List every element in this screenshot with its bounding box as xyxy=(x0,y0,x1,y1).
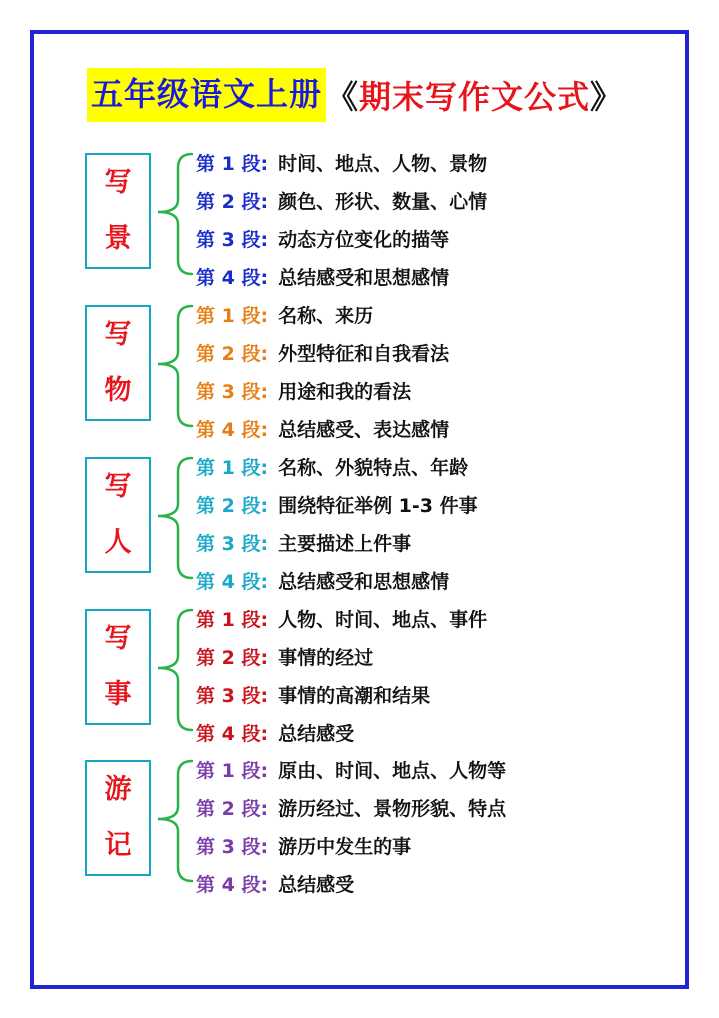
paragraph-content: 时间、地点、人物、景物 xyxy=(278,152,488,175)
paragraph-content: 颜色、形状、数量、心情 xyxy=(278,190,488,213)
section-0 xyxy=(0,150,719,302)
brace-icon xyxy=(150,302,196,432)
brace-path xyxy=(158,154,192,274)
list-item xyxy=(196,868,354,898)
paragraph-number: 第 4 段: xyxy=(196,722,269,745)
title-close-bracket: 》 xyxy=(590,78,624,116)
paragraph-content: 游历经过、景物形貌、特点 xyxy=(278,797,507,820)
title-red-text: 期末写作文公式 xyxy=(359,78,591,116)
section-label-box xyxy=(85,153,151,269)
list-item xyxy=(196,261,449,291)
section-2 xyxy=(0,454,719,606)
section-label-char: 写 xyxy=(104,319,132,350)
section-label-box xyxy=(85,760,151,876)
paragraph-content: 外型特征和自我看法 xyxy=(278,342,450,365)
list-item xyxy=(196,451,468,481)
section-label-box xyxy=(85,609,151,725)
section-label-char: 物 xyxy=(104,375,132,406)
list-item xyxy=(196,375,411,405)
section-label-char: 景 xyxy=(104,223,132,254)
paragraph-content: 动态方位变化的描等 xyxy=(278,228,450,251)
list-item xyxy=(196,641,373,671)
section-label-box xyxy=(85,457,151,573)
paragraph-number: 第 2 段: xyxy=(196,797,269,820)
paragraph-number: 第 4 段: xyxy=(196,873,269,896)
paragraph-number: 第 3 段: xyxy=(196,684,269,707)
paragraph-content: 总结感受、表达感情 xyxy=(278,418,450,441)
list-item xyxy=(196,413,449,443)
brace-icon xyxy=(150,454,196,584)
paragraph-number: 第 3 段: xyxy=(196,380,269,403)
title-highlight: 五年级语文上册 xyxy=(87,68,326,122)
paragraph-number: 第 4 段: xyxy=(196,418,269,441)
paragraph-content: 围绕特征举例 1-3 件事 xyxy=(278,494,478,517)
list-item xyxy=(196,185,487,215)
section-label-char: 写 xyxy=(104,167,132,198)
paragraph-number: 第 1 段: xyxy=(196,152,269,175)
paragraph-content: 游历中发生的事 xyxy=(278,835,412,858)
section-4 xyxy=(0,757,719,909)
list-item xyxy=(196,299,373,329)
section-label-char: 记 xyxy=(104,830,132,861)
brace-path xyxy=(158,458,192,578)
paragraph-content: 事情的高潮和结果 xyxy=(278,684,431,707)
paragraph-content: 事情的经过 xyxy=(278,646,374,669)
list-item xyxy=(196,147,487,177)
brace-path xyxy=(158,610,192,730)
list-item xyxy=(196,223,449,253)
paragraph-number: 第 1 段: xyxy=(196,456,269,479)
brace-icon xyxy=(150,757,196,887)
list-item xyxy=(196,754,506,784)
brace-icon xyxy=(150,606,196,736)
brace-path xyxy=(158,306,192,426)
section-label-char: 写 xyxy=(104,471,132,502)
section-label-char: 游 xyxy=(104,774,132,805)
section-label-char: 人 xyxy=(104,527,132,558)
paragraph-number: 第 2 段: xyxy=(196,342,269,365)
page-title xyxy=(87,67,623,123)
paragraph-content: 总结感受和思想感情 xyxy=(278,570,450,593)
paragraph-number: 第 3 段: xyxy=(196,228,269,251)
list-item xyxy=(196,830,411,860)
paragraph-number: 第 3 段: xyxy=(196,532,269,555)
list-item xyxy=(196,337,449,367)
paragraph-content: 总结感受和思想感情 xyxy=(278,266,450,289)
section-label-char: 写 xyxy=(104,623,132,654)
paragraph-content: 总结感受 xyxy=(278,722,355,745)
list-item xyxy=(196,527,411,557)
list-item xyxy=(196,603,487,633)
paragraph-number: 第 1 段: xyxy=(196,608,269,631)
list-item xyxy=(196,717,354,747)
paragraph-content: 名称、来历 xyxy=(278,304,374,327)
paragraph-number: 第 4 段: xyxy=(196,570,269,593)
paragraph-content: 主要描述上件事 xyxy=(278,532,412,555)
paragraph-number: 第 2 段: xyxy=(196,190,269,213)
paragraph-number: 第 1 段: xyxy=(196,304,269,327)
paragraph-number: 第 1 段: xyxy=(196,759,269,782)
paragraph-number: 第 2 段: xyxy=(196,646,269,669)
list-item xyxy=(196,792,506,822)
section-label-box xyxy=(85,305,151,421)
brace-icon xyxy=(150,150,196,280)
paragraph-number: 第 4 段: xyxy=(196,266,269,289)
list-item xyxy=(196,489,478,519)
section-1 xyxy=(0,302,719,454)
paragraph-number: 第 2 段: xyxy=(196,494,269,517)
paragraph-content: 用途和我的看法 xyxy=(278,380,412,403)
section-label-char: 事 xyxy=(104,679,132,710)
title-open-bracket: 《 xyxy=(326,78,360,116)
paragraph-content: 总结感受 xyxy=(278,873,355,896)
list-item xyxy=(196,679,430,709)
paragraph-content: 原由、时间、地点、人物等 xyxy=(278,759,507,782)
brace-path xyxy=(158,761,192,881)
paragraph-content: 人物、时间、地点、事件 xyxy=(278,608,488,631)
paragraph-number: 第 3 段: xyxy=(196,835,269,858)
list-item xyxy=(196,565,449,595)
section-3 xyxy=(0,606,719,758)
paragraph-content: 名称、外貌特点、年龄 xyxy=(278,456,469,479)
